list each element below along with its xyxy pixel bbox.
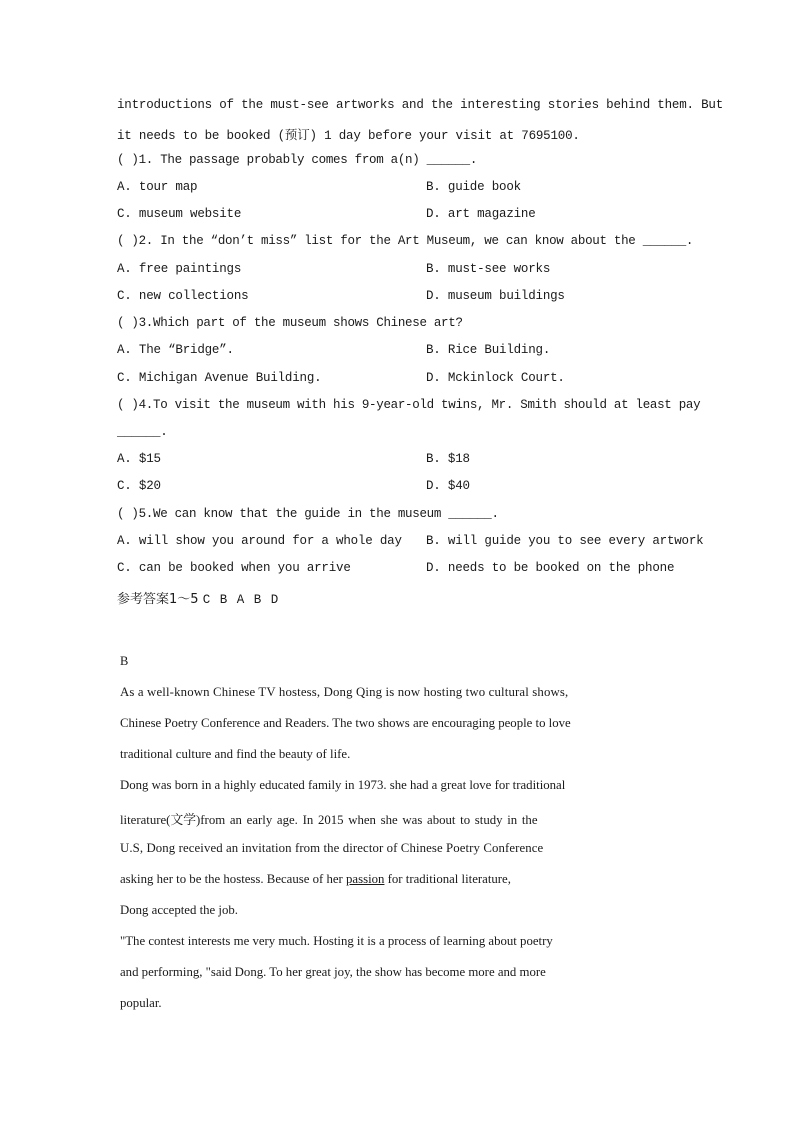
question-5-option-d: D. needs to be booked on the phone — [426, 561, 675, 575]
question-3-option-c: C. Michigan Avenue Building. — [117, 371, 322, 385]
answer-key-values: C B A B D — [202, 593, 280, 607]
question-4-option-c: C. $20 — [117, 479, 161, 493]
answer-key-range: 1～5 — [169, 592, 199, 607]
question-4-stem: ( )4.To visit the museum with his 9-year-old twins, Mr. Smith should at least pay — [117, 398, 701, 412]
question-3-option-d: D. Mckinlock Court. — [426, 371, 565, 385]
question-4-stem-continued: ______. — [117, 425, 168, 439]
passage-a-line-2: it needs to be booked (预订) 1 day before your visit at 7695100. — [117, 129, 580, 143]
question-2-option-b: B. must-see works — [426, 262, 551, 276]
question-3-option-a: A. The “Bridge”. — [117, 343, 234, 357]
question-3-option-b: B. Rice Building. — [426, 343, 551, 357]
question-2-option-a: A. free paintings — [117, 262, 242, 276]
answer-key — [117, 588, 279, 607]
answer-key-label: 参考答案 — [117, 592, 170, 607]
passage-b-line-10: and performing, "said Dong. To her great joy, the show has become more and more — [120, 965, 546, 979]
passage-b-underlined-word: passion — [346, 872, 385, 886]
passage-b-line-1: As a well-known Chinese TV hostess, Dong Qing is now hosting two cultural shows, — [120, 685, 569, 699]
passage-b-line-7 — [120, 872, 511, 887]
question-1-option-d: D. art magazine — [426, 207, 536, 221]
question-2-stem: ( )2. In the “don’t miss” list for the Art Museum, we can know about the ______. — [117, 234, 694, 248]
question-5-stem: ( )5.We can know that the guide in the museum ______. — [117, 507, 499, 521]
question-1-option-c: C. museum website — [117, 207, 242, 221]
question-5-option-b: B. will guide you to see every artwork — [426, 534, 704, 548]
question-3-stem: ( )3.Which part of the museum shows Chinese art? — [117, 316, 463, 330]
passage-b-line-2: Chinese Poetry Conference and Readers. The two shows are encouraging people to love — [120, 716, 571, 730]
question-5-option-c: C. can be booked when you arrive — [117, 561, 351, 575]
question-4-option-d: D. $40 — [426, 479, 470, 493]
question-4-option-b: B. $18 — [426, 452, 470, 466]
question-5-option-a: A. will show you around for a whole day — [117, 534, 402, 548]
passage-b-line-4: Dong was born in a highly educated family in 1973. she had a great love for traditional — [120, 778, 566, 792]
passage-b-line-3: traditional culture and find the beauty of life. — [120, 747, 351, 761]
question-2-option-c: C. new collections — [117, 289, 249, 303]
passage-a-line-1: introductions of the must-see artworks and the interesting stories behind them. But — [117, 98, 724, 112]
question-1-stem: ( )1. The passage probably comes from a(n) ______. — [117, 153, 478, 167]
question-1-option-b: B. guide book — [426, 180, 521, 194]
question-4-option-a: A. $15 — [117, 452, 161, 466]
passage-b-heading: B — [120, 654, 129, 668]
passage-b-line-9: "The contest interests me very much. Hosting it is a process of learning about poetry — [120, 934, 553, 948]
passage-b-line-7-end: for traditional literature, — [387, 872, 511, 886]
passage-b-line-5: literature(文学)from an early age. In 2015 when she was about to study in the — [120, 813, 538, 827]
question-1-option-a: A. tour map — [117, 180, 198, 194]
passage-b-line-11: popular. — [120, 996, 162, 1010]
passage-b-line-7-start: asking her to be the hostess. Because of her — [120, 872, 343, 886]
passage-b-line-8: Dong accepted the job. — [120, 903, 238, 917]
question-2-option-d: D. museum buildings — [426, 289, 565, 303]
passage-b-line-6: U.S, Dong received an invitation from the director of Chinese Poetry Conference — [120, 841, 544, 855]
